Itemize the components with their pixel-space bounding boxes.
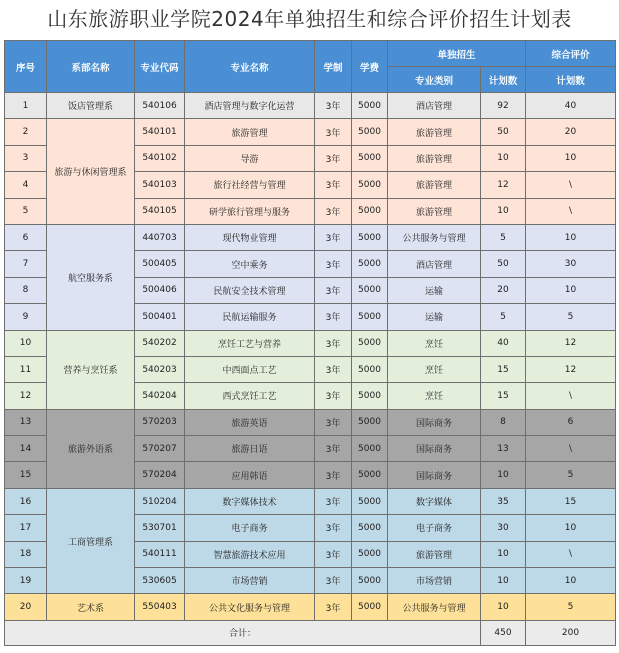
cell-duration: 3年 xyxy=(315,330,352,356)
table-body xyxy=(5,93,616,646)
cell-major: 智慧旅游技术应用 xyxy=(185,541,315,567)
cell-dept: 艺术系 xyxy=(47,594,135,620)
cell-major: 研学旅行管理与服务 xyxy=(185,198,315,224)
cell-duration: 3年 xyxy=(315,409,352,435)
cell-seq: 16 xyxy=(5,488,47,514)
cell-major: 旅游英语 xyxy=(185,409,315,435)
page-title: 山东旅游职业学院2024年单独招生和综合评价招生计划表 xyxy=(47,7,572,31)
cell-seq: 7 xyxy=(5,251,47,277)
cell-major: 旅游管理 xyxy=(185,119,315,145)
cell-single-plan: 10 xyxy=(481,462,526,488)
cell-fee: 5000 xyxy=(352,515,388,541)
cell-comprehensive-plan: \ xyxy=(526,172,616,198)
cell-code: 510204 xyxy=(135,488,185,514)
cell-fee: 5000 xyxy=(352,330,388,356)
table-row xyxy=(5,93,616,119)
cell-duration: 3年 xyxy=(315,119,352,145)
cell-fee: 5000 xyxy=(352,224,388,250)
cell-fee: 5000 xyxy=(352,172,388,198)
cell-single-plan: 8 xyxy=(481,409,526,435)
cell-duration: 3年 xyxy=(315,251,352,277)
cell-comprehensive-plan: \ xyxy=(526,541,616,567)
cell-dept: 旅游与休闲管理系 xyxy=(47,119,135,225)
cell-comprehensive-plan: 30 xyxy=(526,251,616,277)
cell-category: 酒店管理 xyxy=(388,251,481,277)
cell-comprehensive-plan: 15 xyxy=(526,488,616,514)
cell-fee: 5000 xyxy=(352,356,388,382)
cell-fee: 5000 xyxy=(352,409,388,435)
cell-category: 公共服务与管理 xyxy=(388,594,481,620)
cell-code: 540204 xyxy=(135,383,185,409)
cell-comprehensive-plan: \ xyxy=(526,383,616,409)
cell-fee: 5000 xyxy=(352,145,388,171)
cell-duration: 3年 xyxy=(315,145,352,171)
cell-single-plan: 15 xyxy=(481,383,526,409)
cell-duration: 3年 xyxy=(315,277,352,303)
cell-major: 电子商务 xyxy=(185,515,315,541)
cell-category: 国际商务 xyxy=(388,436,481,462)
cell-category: 旅游管理 xyxy=(388,172,481,198)
cell-duration: 3年 xyxy=(315,198,352,224)
cell-category: 烹饪 xyxy=(388,330,481,356)
cell-major: 市场营销 xyxy=(185,568,315,594)
cell-single-plan: 13 xyxy=(481,436,526,462)
cell-code: 570203 xyxy=(135,409,185,435)
cell-seq: 18 xyxy=(5,541,47,567)
cell-duration: 3年 xyxy=(315,356,352,382)
cell-code: 540101 xyxy=(135,119,185,145)
cell-comprehensive-plan: 10 xyxy=(526,515,616,541)
cell-fee: 5000 xyxy=(352,462,388,488)
cell-seq: 12 xyxy=(5,383,47,409)
cell-code: 540105 xyxy=(135,198,185,224)
cell-single-plan: 10 xyxy=(481,145,526,171)
cell-code: 540111 xyxy=(135,541,185,567)
cell-major: 空中乘务 xyxy=(185,251,315,277)
cell-comprehensive-plan: 5 xyxy=(526,304,616,330)
header-dept: 系部名称 xyxy=(47,41,135,93)
cell-code: 500401 xyxy=(135,304,185,330)
cell-single-plan: 10 xyxy=(481,568,526,594)
cell-seq: 15 xyxy=(5,462,47,488)
total-comprehensive-plan: 200 xyxy=(526,620,616,645)
header-plan-comprehensive: 计划数 xyxy=(526,67,616,93)
cell-category: 旅游管理 xyxy=(388,198,481,224)
cell-seq: 9 xyxy=(5,304,47,330)
header-plan: 计划数 xyxy=(481,67,526,93)
header-single-enrollment: 单独招生 xyxy=(388,41,526,67)
cell-category: 烹饪 xyxy=(388,356,481,382)
table-row xyxy=(5,409,616,435)
cell-seq: 13 xyxy=(5,409,47,435)
cell-comprehensive-plan: \ xyxy=(526,198,616,224)
total-single-plan: 450 xyxy=(481,620,526,645)
cell-dept: 旅游外语系 xyxy=(47,409,135,488)
cell-fee: 5000 xyxy=(352,119,388,145)
cell-single-plan: 40 xyxy=(481,330,526,356)
cell-category: 市场营销 xyxy=(388,568,481,594)
cell-seq: 5 xyxy=(5,198,47,224)
table-row xyxy=(5,594,616,620)
header-major: 专业名称 xyxy=(185,41,315,93)
cell-major: 酒店管理与数字化运营 xyxy=(185,93,315,119)
cell-category: 电子商务 xyxy=(388,515,481,541)
cell-fee: 5000 xyxy=(352,198,388,224)
table-row xyxy=(5,488,616,514)
cell-comprehensive-plan: 5 xyxy=(526,594,616,620)
cell-code: 530701 xyxy=(135,515,185,541)
cell-category: 运输 xyxy=(388,277,481,303)
cell-major: 烹饪工艺与营养 xyxy=(185,330,315,356)
cell-dept: 营养与烹饪系 xyxy=(47,330,135,409)
cell-comprehensive-plan: 12 xyxy=(526,356,616,382)
cell-dept: 航空服务系 xyxy=(47,224,135,330)
cell-code: 440703 xyxy=(135,224,185,250)
cell-seq: 8 xyxy=(5,277,47,303)
cell-comprehensive-plan: 6 xyxy=(526,409,616,435)
cell-single-plan: 10 xyxy=(481,541,526,567)
cell-fee: 5000 xyxy=(352,383,388,409)
cell-single-plan: 5 xyxy=(481,224,526,250)
cell-seq: 3 xyxy=(5,145,47,171)
cell-category: 旅游管理 xyxy=(388,541,481,567)
cell-single-plan: 10 xyxy=(481,198,526,224)
cell-major: 西式烹饪工艺 xyxy=(185,383,315,409)
cell-category: 国际商务 xyxy=(388,462,481,488)
cell-code: 570207 xyxy=(135,436,185,462)
cell-seq: 19 xyxy=(5,568,47,594)
cell-code: 540103 xyxy=(135,172,185,198)
cell-duration: 3年 xyxy=(315,594,352,620)
cell-seq: 4 xyxy=(5,172,47,198)
cell-comprehensive-plan: 10 xyxy=(526,568,616,594)
cell-duration: 3年 xyxy=(315,304,352,330)
cell-code: 540202 xyxy=(135,330,185,356)
cell-major: 旅行社经营与管理 xyxy=(185,172,315,198)
cell-code: 500406 xyxy=(135,277,185,303)
table-row xyxy=(5,224,616,250)
cell-seq: 11 xyxy=(5,356,47,382)
cell-fee: 5000 xyxy=(352,93,388,119)
cell-comprehensive-plan: 10 xyxy=(526,277,616,303)
header-duration: 学制 xyxy=(315,41,352,93)
cell-duration: 3年 xyxy=(315,224,352,250)
cell-seq: 2 xyxy=(5,119,47,145)
cell-category: 公共服务与管理 xyxy=(388,224,481,250)
cell-major: 应用韩语 xyxy=(185,462,315,488)
cell-major: 公共文化服务与管理 xyxy=(185,594,315,620)
table-row xyxy=(5,330,616,356)
cell-single-plan: 50 xyxy=(481,119,526,145)
header-code: 专业代码 xyxy=(135,41,185,93)
cell-single-plan: 10 xyxy=(481,594,526,620)
cell-duration: 3年 xyxy=(315,462,352,488)
cell-seq: 14 xyxy=(5,436,47,462)
total-label: 合计： xyxy=(5,620,481,645)
cell-seq: 1 xyxy=(5,93,47,119)
table-row xyxy=(5,119,616,145)
cell-duration: 3年 xyxy=(315,172,352,198)
cell-code: 530605 xyxy=(135,568,185,594)
cell-category: 数字媒体 xyxy=(388,488,481,514)
cell-major: 导游 xyxy=(185,145,315,171)
cell-category: 国际商务 xyxy=(388,409,481,435)
cell-category: 运输 xyxy=(388,304,481,330)
cell-major: 旅游日语 xyxy=(185,436,315,462)
cell-major: 现代物业管理 xyxy=(185,224,315,250)
cell-single-plan: 50 xyxy=(481,251,526,277)
cell-major: 中西面点工艺 xyxy=(185,356,315,382)
cell-comprehensive-plan: 20 xyxy=(526,119,616,145)
header-category: 专业类别 xyxy=(388,67,481,93)
cell-fee: 5000 xyxy=(352,568,388,594)
cell-single-plan: 15 xyxy=(481,356,526,382)
cell-seq: 10 xyxy=(5,330,47,356)
cell-duration: 3年 xyxy=(315,488,352,514)
cell-fee: 5000 xyxy=(352,251,388,277)
cell-code: 540203 xyxy=(135,356,185,382)
cell-major: 民航安全技术管理 xyxy=(185,277,315,303)
cell-single-plan: 30 xyxy=(481,515,526,541)
cell-comprehensive-plan: \ xyxy=(526,436,616,462)
cell-code: 550403 xyxy=(135,594,185,620)
cell-fee: 5000 xyxy=(352,436,388,462)
cell-single-plan: 20 xyxy=(481,277,526,303)
cell-comprehensive-plan: 5 xyxy=(526,462,616,488)
table-header xyxy=(5,41,616,93)
cell-code: 570204 xyxy=(135,462,185,488)
cell-category: 旅游管理 xyxy=(388,119,481,145)
cell-comprehensive-plan: 12 xyxy=(526,330,616,356)
cell-duration: 3年 xyxy=(315,515,352,541)
cell-single-plan: 5 xyxy=(481,304,526,330)
cell-fee: 5000 xyxy=(352,277,388,303)
cell-single-plan: 92 xyxy=(481,93,526,119)
cell-dept: 工商管理系 xyxy=(47,488,135,594)
cell-duration: 3年 xyxy=(315,568,352,594)
header-fee: 学费 xyxy=(352,41,388,93)
header-seq: 序号 xyxy=(5,41,47,93)
cell-code: 500405 xyxy=(135,251,185,277)
cell-duration: 3年 xyxy=(315,436,352,462)
cell-comprehensive-plan: 10 xyxy=(526,145,616,171)
cell-single-plan: 35 xyxy=(481,488,526,514)
cell-fee: 5000 xyxy=(352,304,388,330)
cell-category: 烹饪 xyxy=(388,383,481,409)
cell-comprehensive-plan: 40 xyxy=(526,93,616,119)
cell-dept: 饭店管理系 xyxy=(47,93,135,119)
cell-code: 540106 xyxy=(135,93,185,119)
cell-seq: 6 xyxy=(5,224,47,250)
total-row xyxy=(5,620,616,645)
cell-seq: 17 xyxy=(5,515,47,541)
cell-major: 数字媒体技术 xyxy=(185,488,315,514)
cell-major: 民航运输服务 xyxy=(185,304,315,330)
cell-single-plan: 12 xyxy=(481,172,526,198)
cell-fee: 5000 xyxy=(352,488,388,514)
cell-duration: 3年 xyxy=(315,383,352,409)
cell-comprehensive-plan: 10 xyxy=(526,224,616,250)
cell-duration: 3年 xyxy=(315,541,352,567)
enrollment-plan-table xyxy=(4,40,616,646)
cell-category: 旅游管理 xyxy=(388,145,481,171)
cell-duration: 3年 xyxy=(315,93,352,119)
cell-category: 酒店管理 xyxy=(388,93,481,119)
cell-seq: 20 xyxy=(5,594,47,620)
cell-fee: 5000 xyxy=(352,541,388,567)
header-comprehensive: 综合评价 xyxy=(526,41,616,67)
cell-fee: 5000 xyxy=(352,594,388,620)
cell-code: 540102 xyxy=(135,145,185,171)
